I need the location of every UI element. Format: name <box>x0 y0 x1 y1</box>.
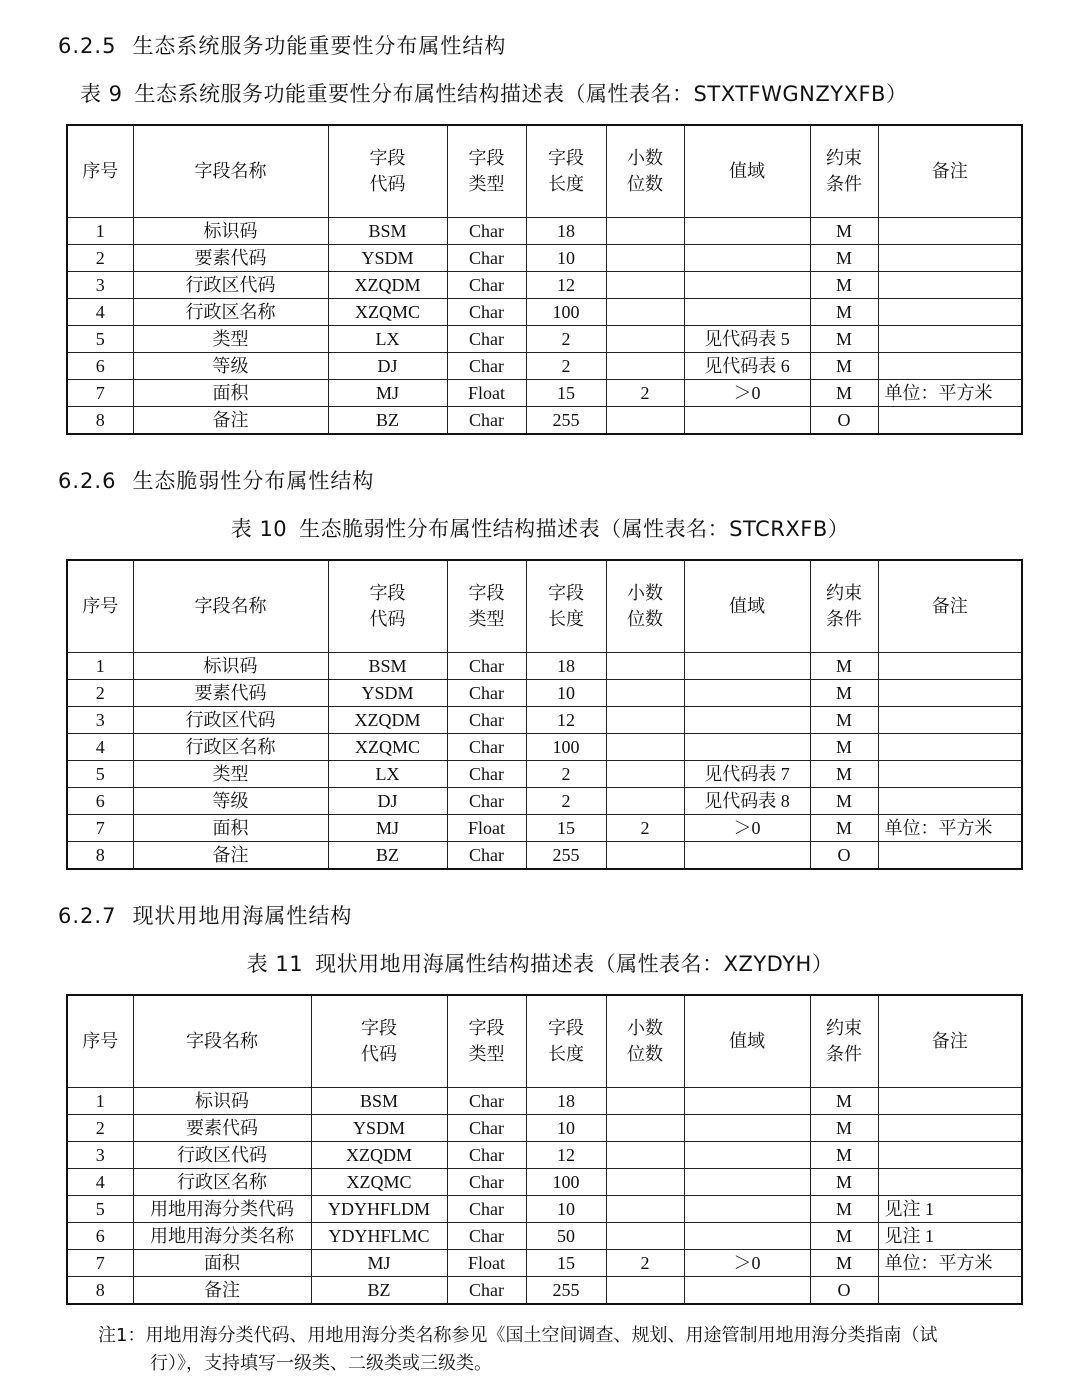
table-row <box>67 680 1022 707</box>
footnote-line-2: 行）》，支持填写一级类、二级类或三级类。 <box>150 1353 492 1374</box>
cell-decimals <box>606 1196 684 1223</box>
cell-field-type: Char <box>447 353 526 380</box>
cell-constraint: M <box>810 788 878 815</box>
header-field-type: 字段 类型 <box>447 560 526 653</box>
table-row <box>67 299 1022 326</box>
cell-remarks <box>878 218 1022 245</box>
section-number: 6.2.6 <box>58 469 117 493</box>
cell-constraint: M <box>810 680 878 707</box>
cell-domain: 见代码表 8 <box>684 788 810 815</box>
cell-seq: 6 <box>67 353 133 380</box>
header-field-name: 字段名称 <box>133 125 328 218</box>
cell-field-code: BZ <box>311 1277 447 1305</box>
cell-domain: ＞0 <box>684 815 810 842</box>
cell-decimals <box>606 1169 684 1196</box>
cell-remarks <box>878 1088 1022 1115</box>
cell-field-name: 等级 <box>133 788 328 815</box>
cell-decimals: 2 <box>606 815 684 842</box>
cell-decimals <box>606 761 684 788</box>
cell-field-code: MJ <box>311 1250 447 1277</box>
cell-field-length: 2 <box>526 353 606 380</box>
cell-field-length: 15 <box>526 380 606 407</box>
cell-field-code: YDYHFLMC <box>311 1223 447 1250</box>
cell-constraint: M <box>810 1169 878 1196</box>
cell-domain: 见代码表 5 <box>684 326 810 353</box>
table-row <box>67 842 1022 870</box>
cell-field-code: XZQDM <box>328 707 447 734</box>
table-row <box>67 653 1022 680</box>
cell-field-length: 255 <box>526 842 606 870</box>
cell-decimals <box>606 788 684 815</box>
header-field-length: 字段 长度 <box>526 995 606 1088</box>
cell-field-code: DJ <box>328 788 447 815</box>
cell-seq: 5 <box>67 1196 133 1223</box>
cell-constraint: M <box>810 653 878 680</box>
cell-decimals <box>606 245 684 272</box>
cell-field-length: 10 <box>526 680 606 707</box>
cell-field-name: 用地用海分类名称 <box>133 1223 311 1250</box>
cell-field-type: Char <box>447 1169 526 1196</box>
cell-domain <box>684 653 810 680</box>
cell-field-length: 15 <box>526 815 606 842</box>
header-field-name: 字段名称 <box>133 560 328 653</box>
cell-decimals <box>606 680 684 707</box>
table-number: 表 9 <box>80 82 123 106</box>
cell-field-length: 100 <box>526 299 606 326</box>
cell-field-code: BSM <box>328 218 447 245</box>
cell-remarks: 单位：平方米 <box>878 380 1022 407</box>
cell-field-code: YSDM <box>328 680 447 707</box>
cell-field-name: 用地用海分类代码 <box>133 1196 311 1223</box>
cell-field-type: Char <box>447 680 526 707</box>
cell-remarks <box>878 788 1022 815</box>
attribute-table-11 <box>66 994 1023 1305</box>
table-title: 生态脆弱性分布属性结构描述表（属性表名：STCRXFB） <box>299 517 850 541</box>
header-domain: 值域 <box>684 125 810 218</box>
section-number: 6.2.7 <box>58 904 117 928</box>
cell-field-code: XZQMC <box>311 1169 447 1196</box>
table-row <box>67 761 1022 788</box>
table-row <box>67 1169 1022 1196</box>
header-field-type: 字段 类型 <box>447 125 526 218</box>
cell-field-length: 50 <box>526 1223 606 1250</box>
cell-domain <box>684 1169 810 1196</box>
cell-remarks <box>878 1142 1022 1169</box>
cell-field-type: Char <box>447 1277 526 1305</box>
header-remarks: 备注 <box>878 125 1022 218</box>
header-field-code: 字段 代码 <box>328 560 447 653</box>
cell-domain <box>684 680 810 707</box>
cell-remarks: 见注 1 <box>878 1196 1022 1223</box>
cell-decimals <box>606 1115 684 1142</box>
table-row <box>67 218 1022 245</box>
cell-constraint: M <box>810 1115 878 1142</box>
table-row <box>67 734 1022 761</box>
cell-decimals <box>606 407 684 435</box>
cell-field-name: 行政区代码 <box>133 272 328 299</box>
cell-field-name: 面积 <box>133 380 328 407</box>
header-domain: 值域 <box>684 995 810 1088</box>
header-domain: 值域 <box>684 560 810 653</box>
cell-constraint: M <box>810 1196 878 1223</box>
cell-seq: 1 <box>67 1088 133 1115</box>
header-field-name: 字段名称 <box>133 995 311 1088</box>
cell-decimals <box>606 1277 684 1305</box>
cell-remarks <box>878 842 1022 870</box>
cell-field-code: MJ <box>328 815 447 842</box>
cell-field-type: Char <box>447 1115 526 1142</box>
cell-remarks <box>878 761 1022 788</box>
cell-field-name: 标识码 <box>133 218 328 245</box>
cell-field-name: 标识码 <box>133 1088 311 1115</box>
cell-domain: ＞0 <box>684 1250 810 1277</box>
cell-constraint: M <box>810 815 878 842</box>
cell-field-type: Char <box>447 1196 526 1223</box>
header-remarks: 备注 <box>878 995 1022 1088</box>
table-row <box>67 326 1022 353</box>
cell-remarks <box>878 353 1022 380</box>
cell-field-name: 面积 <box>133 1250 311 1277</box>
cell-constraint: M <box>810 245 878 272</box>
cell-constraint: O <box>810 1277 878 1305</box>
footnote-line-1: 注1：用地用海分类代码、用地用海分类名称参见《国土空间调查、规划、用途管制用地用海分类指南（试 <box>98 1325 938 1346</box>
cell-remarks <box>878 707 1022 734</box>
cell-seq: 1 <box>67 653 133 680</box>
header-decimals: 小数 位数 <box>606 995 684 1088</box>
cell-field-type: Char <box>447 788 526 815</box>
cell-field-name: 行政区名称 <box>133 734 328 761</box>
header-seq: 序号 <box>67 125 133 218</box>
section-title: 现状用地用海属性结构 <box>132 904 353 928</box>
table-row <box>67 353 1022 380</box>
table-title: 现状用地用海属性结构描述表（属性表名：XZYDYH） <box>315 952 834 976</box>
section-heading-6-2-6 <box>58 467 374 495</box>
header-field-code: 字段 代码 <box>311 995 447 1088</box>
cell-field-code: LX <box>328 761 447 788</box>
cell-field-name: 行政区代码 <box>133 1142 311 1169</box>
cell-field-length: 12 <box>526 272 606 299</box>
cell-constraint: M <box>810 1223 878 1250</box>
cell-decimals <box>606 299 684 326</box>
cell-seq: 7 <box>67 380 133 407</box>
cell-decimals: 2 <box>606 1250 684 1277</box>
cell-field-type: Char <box>447 326 526 353</box>
cell-field-length: 100 <box>526 1169 606 1196</box>
header-row <box>67 560 1022 653</box>
cell-field-type: Float <box>447 380 526 407</box>
cell-field-code: BZ <box>328 407 447 435</box>
cell-domain <box>684 707 810 734</box>
header-decimals: 小数 位数 <box>606 125 684 218</box>
cell-field-name: 类型 <box>133 326 328 353</box>
cell-seq: 8 <box>67 842 133 870</box>
cell-field-name: 要素代码 <box>133 1115 311 1142</box>
cell-seq: 8 <box>67 1277 133 1305</box>
section-heading-6-2-5 <box>58 32 506 60</box>
cell-field-type: Char <box>447 299 526 326</box>
cell-domain: ＞0 <box>684 380 810 407</box>
cell-constraint: M <box>810 1250 878 1277</box>
cell-field-name: 备注 <box>133 1277 311 1305</box>
section-title: 生态系统服务功能重要性分布属性结构 <box>132 34 507 58</box>
cell-remarks <box>878 653 1022 680</box>
cell-remarks <box>878 299 1022 326</box>
table-row <box>67 272 1022 299</box>
cell-field-type: Char <box>447 407 526 435</box>
cell-remarks <box>878 272 1022 299</box>
table-row <box>67 1115 1022 1142</box>
cell-seq: 2 <box>67 245 133 272</box>
cell-remarks <box>878 245 1022 272</box>
cell-domain <box>684 272 810 299</box>
cell-field-code: MJ <box>328 380 447 407</box>
header-constraint: 约束 条件 <box>810 560 878 653</box>
cell-field-length: 18 <box>526 218 606 245</box>
cell-seq: 5 <box>67 326 133 353</box>
cell-seq: 4 <box>67 299 133 326</box>
cell-field-length: 255 <box>526 1277 606 1305</box>
cell-remarks <box>878 680 1022 707</box>
header-seq: 序号 <box>67 560 133 653</box>
cell-domain <box>684 842 810 870</box>
cell-field-type: Char <box>447 272 526 299</box>
cell-field-length: 18 <box>526 1088 606 1115</box>
cell-seq: 3 <box>67 1142 133 1169</box>
cell-field-name: 要素代码 <box>133 245 328 272</box>
table-caption-10 <box>0 515 1080 543</box>
cell-field-length: 100 <box>526 734 606 761</box>
cell-seq: 6 <box>67 1223 133 1250</box>
cell-domain <box>684 1115 810 1142</box>
cell-field-code: BSM <box>311 1088 447 1115</box>
cell-field-type: Char <box>447 218 526 245</box>
cell-domain <box>684 1196 810 1223</box>
cell-field-code: DJ <box>328 353 447 380</box>
cell-domain <box>684 1223 810 1250</box>
cell-field-type: Char <box>447 842 526 870</box>
table-row <box>67 1277 1022 1305</box>
cell-constraint: M <box>810 299 878 326</box>
cell-field-type: Char <box>447 761 526 788</box>
cell-constraint: M <box>810 761 878 788</box>
cell-field-length: 18 <box>526 653 606 680</box>
cell-constraint: M <box>810 380 878 407</box>
cell-seq: 3 <box>67 707 133 734</box>
cell-constraint: M <box>810 1142 878 1169</box>
cell-field-code: XZQDM <box>311 1142 447 1169</box>
header-field-length: 字段 长度 <box>526 125 606 218</box>
section-title: 生态脆弱性分布属性结构 <box>132 469 375 493</box>
header-field-type: 字段 类型 <box>447 995 526 1088</box>
cell-field-code: LX <box>328 326 447 353</box>
cell-domain <box>684 734 810 761</box>
cell-seq: 7 <box>67 1250 133 1277</box>
table-title: 生态系统服务功能重要性分布属性结构描述表（属性表名：STXTFWGNZYXFB） <box>134 82 908 106</box>
table-row <box>67 1142 1022 1169</box>
cell-decimals <box>606 653 684 680</box>
header-seq: 序号 <box>67 995 133 1088</box>
cell-seq: 1 <box>67 218 133 245</box>
cell-decimals <box>606 326 684 353</box>
table-row <box>67 1223 1022 1250</box>
cell-field-code: YDYHFLDM <box>311 1196 447 1223</box>
table-row <box>67 788 1022 815</box>
cell-constraint: M <box>810 734 878 761</box>
header-row <box>67 995 1022 1088</box>
cell-field-name: 要素代码 <box>133 680 328 707</box>
cell-seq: 7 <box>67 815 133 842</box>
cell-decimals <box>606 272 684 299</box>
cell-seq: 2 <box>67 1115 133 1142</box>
header-constraint: 约束 条件 <box>810 125 878 218</box>
cell-decimals <box>606 1223 684 1250</box>
table-caption-9 <box>80 80 907 108</box>
cell-field-length: 12 <box>526 707 606 734</box>
cell-field-code: BZ <box>328 842 447 870</box>
footnote <box>98 1322 1038 1378</box>
header-constraint: 约束 条件 <box>810 995 878 1088</box>
cell-field-code: XZQMC <box>328 299 447 326</box>
cell-field-code: YSDM <box>328 245 447 272</box>
cell-field-length: 2 <box>526 326 606 353</box>
cell-field-code: XZQMC <box>328 734 447 761</box>
cell-remarks <box>878 1115 1022 1142</box>
cell-decimals <box>606 734 684 761</box>
cell-seq: 6 <box>67 788 133 815</box>
cell-field-name: 备注 <box>133 842 328 870</box>
cell-field-length: 2 <box>526 788 606 815</box>
cell-field-length: 10 <box>526 1196 606 1223</box>
cell-field-name: 行政区名称 <box>133 299 328 326</box>
cell-decimals <box>606 218 684 245</box>
cell-field-length: 12 <box>526 1142 606 1169</box>
table-row <box>67 1250 1022 1277</box>
cell-domain: 见代码表 7 <box>684 761 810 788</box>
cell-seq: 3 <box>67 272 133 299</box>
cell-constraint: M <box>810 353 878 380</box>
cell-remarks <box>878 1169 1022 1196</box>
cell-field-name: 等级 <box>133 353 328 380</box>
cell-seq: 4 <box>67 734 133 761</box>
table-row <box>67 380 1022 407</box>
header-remarks: 备注 <box>878 560 1022 653</box>
header-decimals: 小数 位数 <box>606 560 684 653</box>
cell-remarks <box>878 326 1022 353</box>
section-number: 6.2.5 <box>58 34 117 58</box>
header-row <box>67 125 1022 218</box>
cell-field-type: Char <box>447 1223 526 1250</box>
attribute-table-9 <box>66 124 1023 435</box>
cell-seq: 4 <box>67 1169 133 1196</box>
cell-constraint: O <box>810 842 878 870</box>
cell-field-type: Char <box>447 707 526 734</box>
cell-field-name: 面积 <box>133 815 328 842</box>
cell-remarks: 单位：平方米 <box>878 1250 1022 1277</box>
cell-field-name: 标识码 <box>133 653 328 680</box>
cell-field-type: Float <box>447 1250 526 1277</box>
cell-remarks <box>878 734 1022 761</box>
cell-constraint: M <box>810 707 878 734</box>
header-field-length: 字段 长度 <box>526 560 606 653</box>
cell-field-length: 2 <box>526 761 606 788</box>
table-row <box>67 1196 1022 1223</box>
cell-domain <box>684 218 810 245</box>
cell-decimals <box>606 1088 684 1115</box>
cell-field-name: 行政区名称 <box>133 1169 311 1196</box>
cell-domain: 见代码表 6 <box>684 353 810 380</box>
table-row <box>67 815 1022 842</box>
cell-domain <box>684 1277 810 1305</box>
table-row <box>67 707 1022 734</box>
cell-domain <box>684 1088 810 1115</box>
cell-domain <box>684 1142 810 1169</box>
table-row <box>67 407 1022 435</box>
cell-field-name: 行政区代码 <box>133 707 328 734</box>
cell-decimals <box>606 707 684 734</box>
cell-field-name: 类型 <box>133 761 328 788</box>
cell-field-length: 255 <box>526 407 606 435</box>
cell-remarks: 单位：平方米 <box>878 815 1022 842</box>
cell-seq: 2 <box>67 680 133 707</box>
cell-field-code: YSDM <box>311 1115 447 1142</box>
cell-decimals <box>606 353 684 380</box>
cell-domain <box>684 299 810 326</box>
cell-constraint: M <box>810 1088 878 1115</box>
cell-decimals <box>606 1142 684 1169</box>
attribute-table-10 <box>66 559 1023 870</box>
cell-domain <box>684 407 810 435</box>
cell-field-type: Char <box>447 734 526 761</box>
table-number: 表 10 <box>230 517 288 541</box>
cell-decimals: 2 <box>606 380 684 407</box>
cell-field-length: 10 <box>526 245 606 272</box>
table-number: 表 11 <box>246 952 304 976</box>
cell-field-type: Char <box>447 1142 526 1169</box>
cell-seq: 5 <box>67 761 133 788</box>
cell-decimals <box>606 842 684 870</box>
cell-remarks: 见注 1 <box>878 1223 1022 1250</box>
cell-field-name: 备注 <box>133 407 328 435</box>
cell-domain <box>684 245 810 272</box>
table-caption-11 <box>0 950 1080 978</box>
cell-field-length: 10 <box>526 1115 606 1142</box>
cell-field-type: Float <box>447 815 526 842</box>
cell-constraint: M <box>810 326 878 353</box>
cell-field-code: BSM <box>328 653 447 680</box>
table-row <box>67 1088 1022 1115</box>
table-row <box>67 245 1022 272</box>
cell-constraint: M <box>810 218 878 245</box>
header-field-code: 字段 代码 <box>328 125 447 218</box>
cell-constraint: M <box>810 272 878 299</box>
cell-remarks <box>878 407 1022 435</box>
section-heading-6-2-7 <box>58 902 352 930</box>
cell-field-type: Char <box>447 1088 526 1115</box>
cell-field-length: 15 <box>526 1250 606 1277</box>
cell-remarks <box>878 1277 1022 1305</box>
cell-constraint: O <box>810 407 878 435</box>
cell-seq: 8 <box>67 407 133 435</box>
cell-field-type: Char <box>447 653 526 680</box>
cell-field-type: Char <box>447 245 526 272</box>
cell-field-code: XZQDM <box>328 272 447 299</box>
